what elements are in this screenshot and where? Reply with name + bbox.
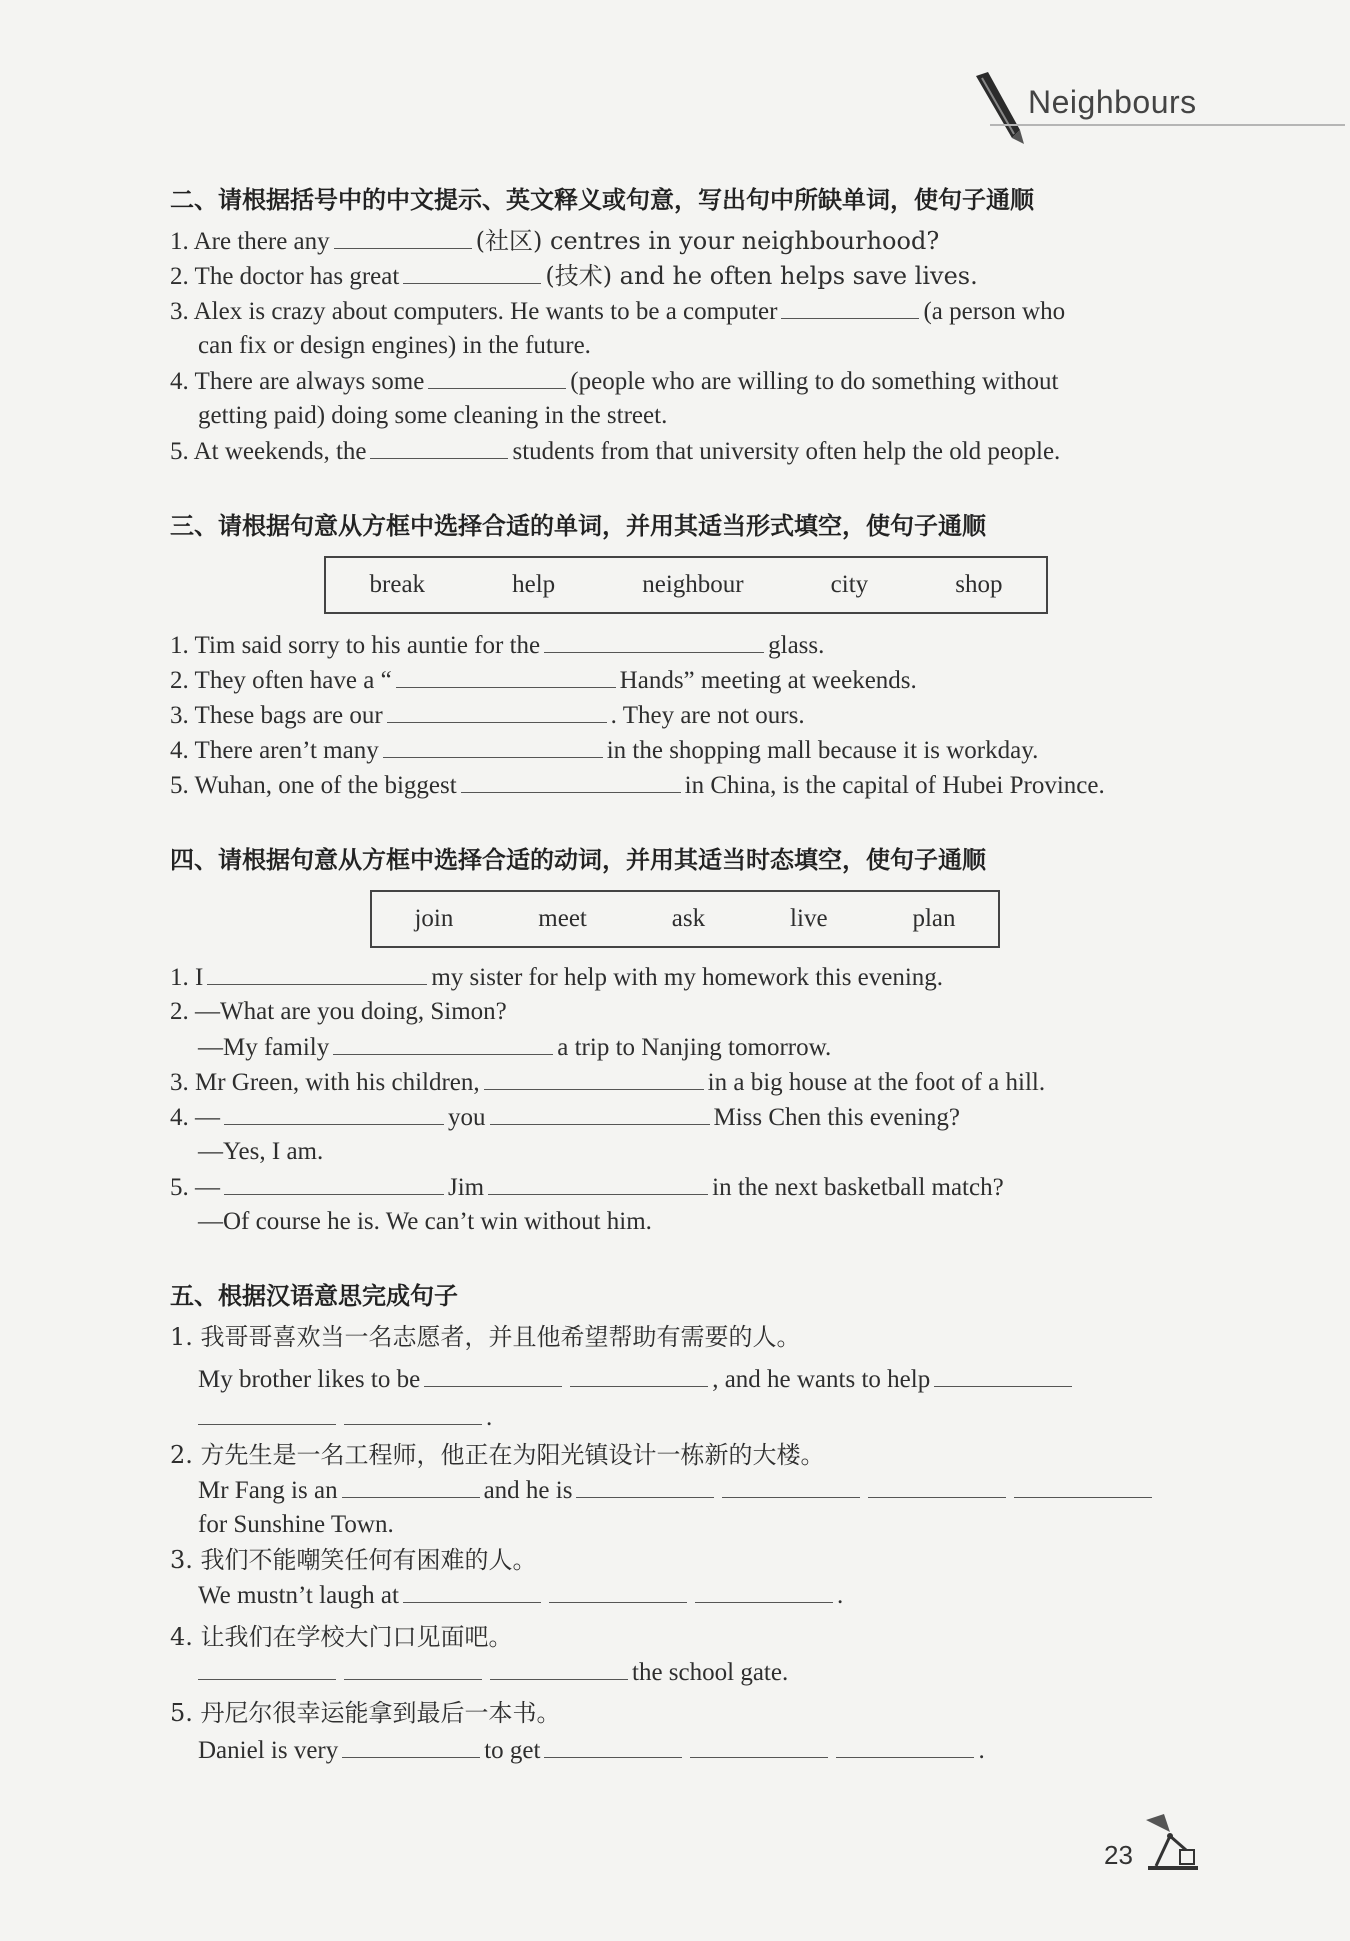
s3-q5-blank[interactable] — [461, 770, 681, 793]
s4-word: join — [414, 905, 454, 932]
s5-q4-blank-3[interactable] — [490, 1657, 628, 1680]
s5-q3-blank-3[interactable] — [695, 1580, 833, 1603]
s5-question-5-chinese: 5. 丹尼尔很幸运能拿到最后一本书。 — [170, 1699, 561, 1727]
s3-word: shop — [955, 571, 1003, 598]
s3-question-1: 1. Tim said sorry to his auntie for the glass. — [170, 632, 825, 659]
s2-question-5: 5. At weekends, the students from that university often help the old people. — [170, 438, 1061, 465]
s4-word: ask — [671, 905, 706, 932]
s5-question-2: Mr Fang is an and he is — [198, 1475, 1156, 1506]
s5-question-3-chinese: 3. 我们不能嘲笑任何有困难的人。 — [170, 1546, 537, 1574]
s5-q2-blank-3[interactable] — [722, 1475, 860, 1498]
s4-q5-blank-2[interactable] — [488, 1172, 708, 1195]
s4-q5-blank-1[interactable] — [224, 1172, 444, 1195]
s4-question-4: 4. — you Miss Chen this evening? — [170, 1104, 961, 1131]
s4-q4-blank-2[interactable] — [490, 1102, 710, 1125]
s5-q2-blank-2[interactable] — [576, 1475, 714, 1498]
s5-question-2-chinese: 2. 方先生是一名工程师，他正在为阳光镇设计一栋新的大楼。 — [170, 1441, 825, 1469]
s4-question-2: 2. —What are you doing, Simon? — [170, 998, 507, 1025]
section-5-title: 五、根据汉语意思完成句子 — [170, 1282, 458, 1310]
s5-q1-blank-4[interactable] — [198, 1402, 336, 1425]
s5-question-2-cont: for Sunshine Town. — [198, 1511, 394, 1538]
s4-q4-blank-1[interactable] — [224, 1102, 444, 1125]
s5-q1-blank-3[interactable] — [934, 1364, 1072, 1387]
desk-lamp-icon — [1140, 1810, 1204, 1874]
s2-question-3: 3. Alex is crazy about computers. He wants to be a computer (a person who — [170, 298, 1066, 325]
header-divider — [990, 124, 1345, 126]
s5-q5-blank-1[interactable] — [342, 1735, 480, 1758]
section-4-title: 四、请根据句意从方框中选择合适的动词，并用其适当时态填空，使句子通顺 — [170, 846, 986, 874]
s4-word: live — [790, 905, 828, 932]
s2-question-4: 4. There are always some (people who are willing to do something without — [170, 368, 1059, 395]
s5-q1-blank-5[interactable] — [344, 1402, 482, 1425]
s5-q4-blank-1[interactable] — [198, 1657, 336, 1680]
s4-q1-blank[interactable] — [207, 962, 427, 985]
s4-question-5-answer: —Of course he is. We can’t win without him. — [198, 1208, 652, 1235]
s5-q5-blank-3[interactable] — [690, 1735, 828, 1758]
s2-q2-blank[interactable] — [403, 261, 541, 284]
s2-question-3-cont: can fix or design engines) in the future. — [198, 332, 591, 359]
s5-question-1-chinese: 1. 我哥哥喜欢当一名志愿者，并且他希望帮助有需要的人。 — [170, 1323, 801, 1351]
s3-question-5: 5. Wuhan, one of the biggest in China, is the capital of Hubei Province. — [170, 772, 1105, 799]
s5-q1-blank-2[interactable] — [570, 1364, 708, 1387]
s5-q5-blank-4[interactable] — [836, 1735, 974, 1758]
s3-question-3: 3. These bags are our . They are not ours. — [170, 702, 805, 729]
s3-q4-blank[interactable] — [383, 735, 603, 758]
s5-q1-blank-1[interactable] — [424, 1364, 562, 1387]
s5-question-1: My brother likes to be , and he wants to help — [198, 1364, 1076, 1395]
s5-q2-blank-4[interactable] — [868, 1475, 1006, 1498]
pen-icon — [968, 72, 1028, 144]
s5-q2-blank-5[interactable] — [1014, 1475, 1152, 1498]
s5-q2-blank-1[interactable] — [342, 1475, 480, 1498]
s3-q3-blank[interactable] — [387, 700, 607, 723]
s2-q5-blank[interactable] — [370, 436, 508, 459]
s2-question-1: 1. Are there any (社区) centres in your neighbourhood? — [170, 227, 940, 255]
s4-question-5: 5. — Jim in the next basketball match? — [170, 1174, 1004, 1201]
s4-q2-blank[interactable] — [333, 1032, 553, 1055]
s5-q3-blank-2[interactable] — [549, 1580, 687, 1603]
s3-question-4: 4. There aren’t many in the shopping mall because it is workday. — [170, 737, 1039, 764]
s4-question-2-answer: —My family a trip to Nanjing tomorrow. — [198, 1034, 832, 1061]
s5-question-4: the school gate. — [194, 1657, 788, 1688]
s3-word: neighbour — [642, 571, 744, 598]
s5-q5-blank-2[interactable] — [544, 1735, 682, 1758]
s5-question-4-chinese: 4. 让我们在学校大门口见面吧。 — [170, 1623, 513, 1651]
s2-q1-blank[interactable] — [334, 226, 472, 249]
s5-q4-blank-2[interactable] — [344, 1657, 482, 1680]
section-3-title: 三、请根据句意从方框中选择合适的单词，并用其适当形式填空，使句子通顺 — [170, 512, 986, 540]
s5-q3-blank-1[interactable] — [403, 1580, 541, 1603]
s2-question-2: 2. The doctor has great (技术) and he often helps save lives. — [170, 262, 978, 290]
s3-word: break — [369, 571, 426, 598]
s2-q4-blank[interactable] — [428, 366, 566, 389]
s2-question-4-cont: getting paid) doing some cleaning in the street. — [198, 402, 668, 429]
unit-title: Neighbours — [1028, 84, 1197, 120]
s3-word: help — [512, 571, 556, 598]
s4-question-1: 1. I my sister for help with my homework this evening. — [170, 964, 944, 991]
s4-q3-blank[interactable] — [484, 1067, 704, 1090]
s3-q2-blank[interactable] — [396, 665, 616, 688]
section-2-title: 二、请根据括号中的中文提示、英文释义或句意，写出句中所缺单词，使句子通顺 — [170, 186, 1034, 214]
s4-question-4-answer: —Yes, I am. — [198, 1138, 324, 1165]
s3-word-box — [324, 556, 1048, 614]
s4-word: plan — [912, 905, 956, 932]
s4-question-3: 3. Mr Green, with his children, in a big house at the foot of a hill. — [170, 1069, 1046, 1096]
s3-question-2: 2. They often have a “ Hands” meeting at weekends. — [170, 667, 917, 694]
s4-word: meet — [538, 905, 587, 932]
s3-q1-blank[interactable] — [544, 630, 764, 653]
s4-word-box — [370, 890, 1000, 948]
s5-question-3: We mustn’t laugh at . — [198, 1582, 844, 1609]
s5-question-5: Daniel is very to get . — [198, 1737, 985, 1764]
s3-word: city — [830, 571, 869, 598]
s5-question-1-cont: . — [194, 1402, 492, 1433]
s2-q3-blank[interactable] — [781, 296, 919, 319]
page-number: 23 — [1104, 1840, 1133, 1870]
